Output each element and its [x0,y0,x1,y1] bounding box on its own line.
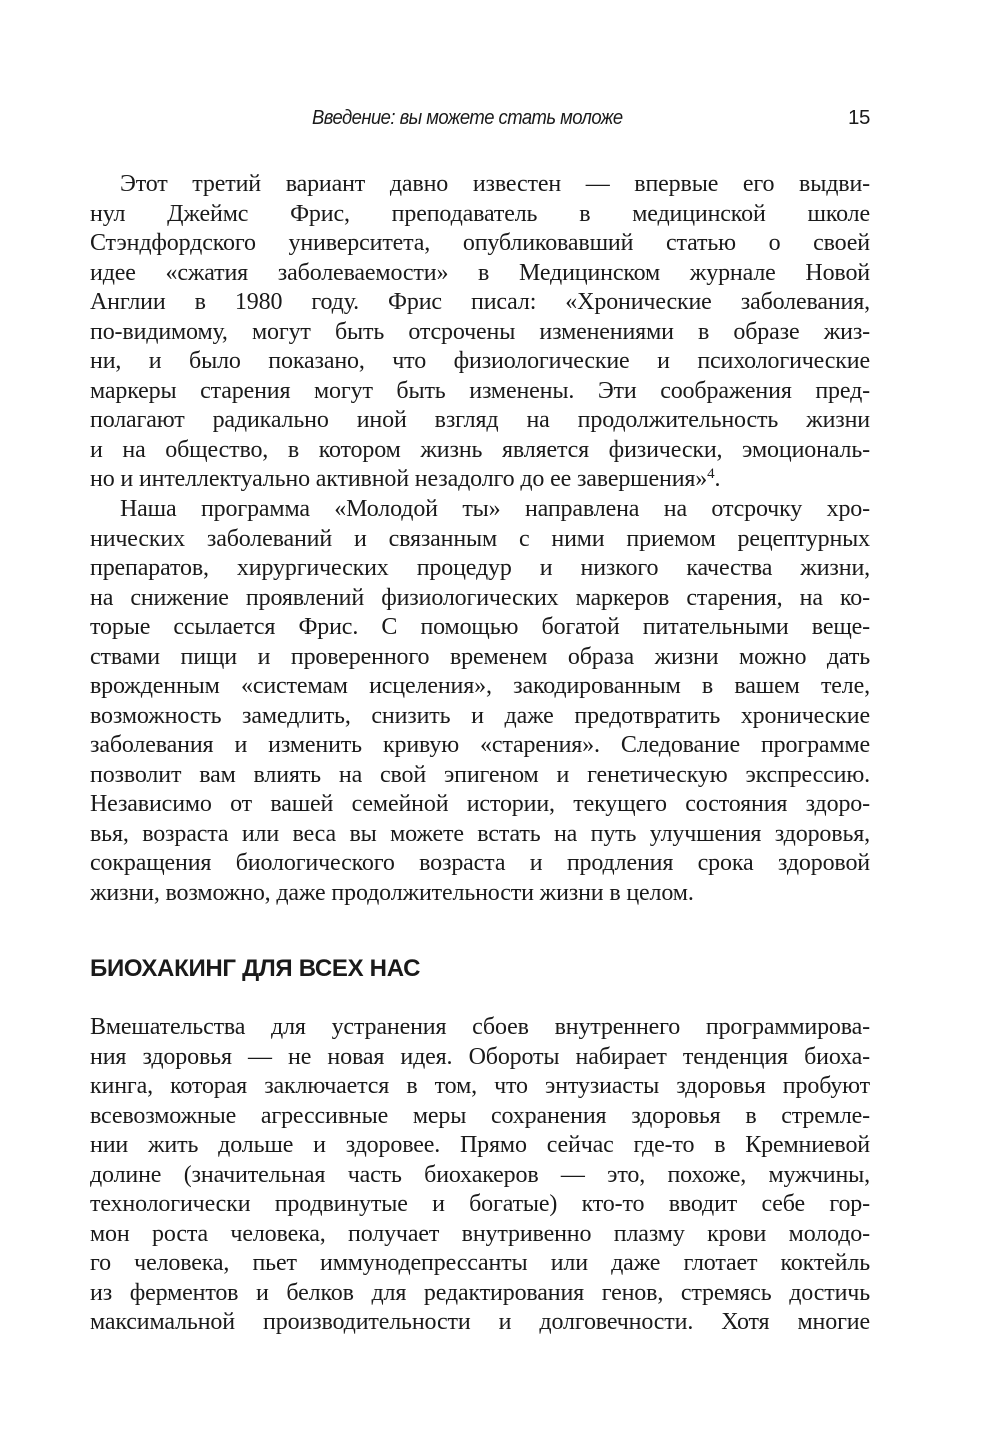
text-line-tail: . [714,466,721,492]
text-line: и на общество, в котором жизнь является физически, эмоциональ- [90,436,870,463]
text-line: нии жить дольше и здоровее. Прямо сейчас где-то в Кремниевой [90,1132,870,1158]
section-heading: БИОХАКИНГ ДЛЯ ВСЕХ НАС [90,955,421,982]
paragraph-program [90,495,870,908]
text-line-last: жизни, возможно, даже продолжительности жизни в целом. [90,879,694,906]
footnote-reference[interactable]: 4 [707,466,715,482]
text-line: технологически продвинутые и богатые) кто-то вводит себе гор- [90,1191,870,1217]
text-line: Независимо от вашей семейной истории, текущего состояния здоро- [90,791,870,817]
text-line: вья, возраста или веса вы можете встать на путь улучшения здоровья, [90,820,870,847]
text-line: врожденным «системам исцеления», закодированным в вашем теле, [90,673,870,699]
text-line: максимальной производительности и долговечности. Хотя многие [90,1309,870,1335]
text-line: на снижение проявлений физиологических маркеров старения, на ко- [90,584,870,611]
text-line: мон роста человека, получает внутривенно плазму крови молодо- [90,1220,870,1247]
text-line: ствами пищи и проверенного временем образа жизни можно дать [90,643,870,670]
text-line: полагают радикально иной взгляд на продолжительность жизни [90,407,870,433]
text-line: позволит вам влиять на свой эпигеном и генетическую экспрессию. [90,761,870,788]
text-line: нических заболеваний и связанным с ними приемом рецептурных [90,525,870,552]
text-line: Вмешательства для устранения сбоев внутреннего программирова- [90,1014,870,1040]
text-line: из ферментов и белков для редактирования генов, стремясь достичь [90,1279,870,1306]
paragraph-biohacking [90,1013,870,1338]
text-line: торые ссылается Фрис. С помощью богатой питательными веще- [90,614,870,640]
text-line: по-видимому, могут быть отсрочены изменениями в образе жиз- [90,318,870,345]
text-line: кинга, которая заключается в том, что энтузиасты здоровья пробуют [90,1073,870,1099]
text-line: препаратов, хирургических процедур и низкого качества жизни, [90,555,870,581]
text-line: сокращения биологического возраста и продления срока здоровой [90,850,870,876]
paragraph-fries [90,170,870,495]
text-line: Англии в 1980 году. Фрис писал: «Хронические заболевания, [90,289,870,315]
text-line: ни, и было показано, что физиологические и психологические [90,348,870,374]
text-line: долине (значительная часть биохакеров — это, похоже, мужчины, [90,1161,870,1188]
text-line: го человека, пьет иммунодепрессанты или даже глотает коктейль [90,1250,870,1276]
running-title: Введение: вы можете стать моложе [312,106,623,129]
running-head [90,106,870,138]
text-line-content: но и интеллектуально активной незадолго до ее завершения» [90,466,708,492]
text-line: Этот третий вариант давно известен — впервые его выдви- [120,171,870,197]
text-line: заболевания и изменить кривую «старения». Следование программе [90,732,870,758]
text-line: Наша программа «Молодой ты» направлена на отсрочку хро- [120,496,870,522]
text-line-last [90,465,870,495]
text-line: ния здоровья — не новая идея. Обороты набирает тенденция биоха- [90,1043,870,1070]
text-line: Стэндфордского университета, опубликовавший статью о своей [90,230,870,256]
text-line: всевозможные агрессивные меры сохранения здоровья в стремле- [90,1102,870,1129]
text-line: возможность замедлить, снизить и даже предотвратить хронические [90,702,870,729]
text-line: маркеры старения могут быть изменены. Эти соображения пред- [90,377,870,404]
text-line: идее «сжатия заболеваемости» в Медицинском журнале Новой [90,259,870,286]
text-line: нул Джеймс Фрис, преподаватель в медицинской школе [90,200,870,227]
page-number: 15 [847,106,870,129]
